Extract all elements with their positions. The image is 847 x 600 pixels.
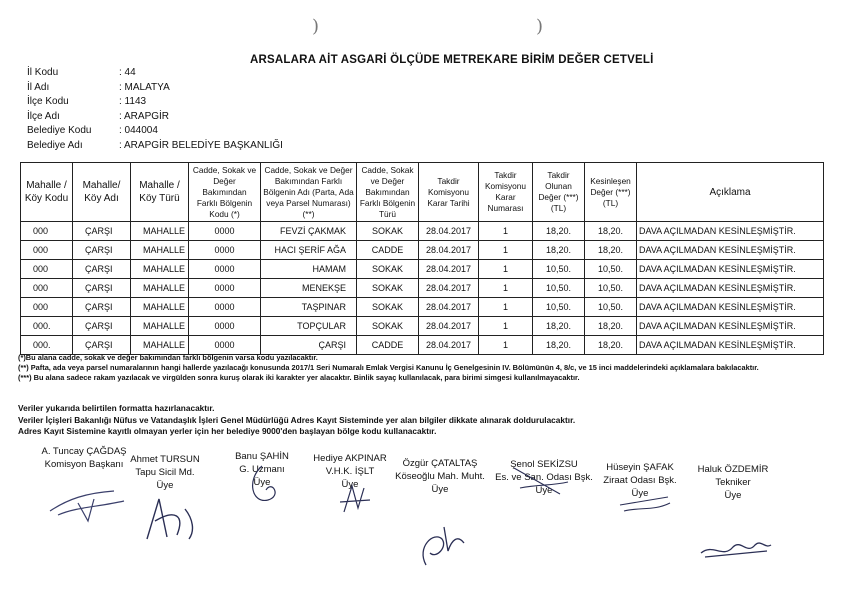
table-cell: 0000 [189, 336, 261, 355]
table-cell: ÇARŞI [73, 260, 131, 279]
info-value: : ARAPGİR BELEDİYE BAŞKANLIĞI [119, 139, 283, 151]
info-label: İl Adı [27, 81, 50, 93]
table-cell: 000. [21, 336, 73, 355]
signatory-name: Şenol SEKİZSU [510, 459, 578, 470]
signatory-title: Es. ve San. Odası Bşk. [495, 472, 593, 483]
table-cell: SOKAK [357, 279, 419, 298]
handwritten-signature [590, 471, 690, 531]
table-cell: SOKAK [357, 317, 419, 336]
table-cell: 10,50. [585, 260, 637, 279]
handwritten-signature [115, 479, 215, 559]
signatory-title: Tekniker [715, 477, 751, 488]
table-header: Mahalle/ Köy Adı [73, 163, 131, 222]
table-cell: 000 [21, 260, 73, 279]
signatory-role: Üye [431, 484, 449, 495]
table-cell: MAHALLE [131, 336, 189, 355]
table-cell: DAVA AÇILMADAN KESİNLEŞMİŞTİR. [637, 241, 824, 260]
table-cell: 10,50. [585, 298, 637, 317]
info-row [27, 95, 283, 110]
table-cell: DAVA AÇILMADAN KESİNLEŞMİŞTİR. [637, 336, 824, 355]
table-cell: 10,50. [533, 279, 585, 298]
table-cell: ÇARŞI [73, 298, 131, 317]
table-row [21, 336, 824, 355]
signatory-name: Hediye AKPINAR [313, 453, 387, 464]
table-row [21, 298, 824, 317]
punch-hole-mark-right: ) [536, 16, 544, 37]
table-row [21, 317, 824, 336]
signatory-name: A. Tuncay ÇAĞDAŞ [41, 446, 127, 457]
document-title: ARSALARA AİT ASGARİ ÖLÇÜDE METREKARE BİRİM DEĞER CETVELİ [250, 54, 654, 66]
table-cell: 0000 [189, 222, 261, 241]
table-cell: 0000 [189, 260, 261, 279]
signatory-name: Hüseyin ŞAFAK [606, 462, 674, 473]
table-cell: 28.04.2017 [419, 279, 479, 298]
verification-line: Veriler yukarıda belirtilen formatta hazırlanacaktır. [18, 403, 215, 413]
table-header: Kesinleşen Değer (***) (TL) [585, 163, 637, 222]
table-cell: 000 [21, 279, 73, 298]
signatory-name: Haluk ÖZDEMİR [697, 464, 769, 475]
info-value: : MALATYA [119, 81, 170, 93]
table-cell: SOKAK [357, 222, 419, 241]
footnotes [18, 353, 759, 383]
table-cell: CADDE [357, 241, 419, 260]
info-value: : 044004 [119, 125, 158, 136]
table-cell: 0000 [189, 241, 261, 260]
table-cell: DAVA AÇILMADAN KESİNLEŞMİŞTİR. [637, 222, 824, 241]
table-cell: 28.04.2017 [419, 241, 479, 260]
info-label: Belediye Kodu [27, 125, 92, 136]
table-cell: 0000 [189, 317, 261, 336]
signatory-title: Tapu Sicil Md. [135, 467, 195, 478]
table-cell: DAVA AÇILMADAN KESİNLEŞMİŞTİR. [637, 260, 824, 279]
info-block [27, 66, 283, 153]
value-table [20, 162, 824, 355]
table-cell: 1 [479, 298, 533, 317]
table-cell: 18,20. [585, 241, 637, 260]
info-label: İl Kodu [27, 67, 59, 78]
info-label: İlçe Adı [27, 110, 60, 122]
info-value: : 1143 [119, 96, 147, 107]
info-value: : 44 [119, 67, 136, 78]
handwritten-signature [683, 499, 783, 579]
signatory-chamber-president [490, 458, 598, 497]
table-cell: ÇARŞI [73, 317, 131, 336]
handwritten-signature [490, 458, 598, 518]
table-cell: DAVA AÇILMADAN KESİNLEŞMİŞTİR. [637, 298, 824, 317]
table-cell: 000 [21, 241, 73, 260]
verification-notes [18, 403, 575, 438]
signatory-neighborhood-head [386, 457, 494, 496]
table-cell: ÇARŞI [261, 336, 357, 355]
signatory-title: Ziraat Odası Bşk. [603, 475, 677, 486]
table-cell: 000 [21, 222, 73, 241]
table-header: Cadde, Sokak ve Değer Bakımından Farklı Bölgenin Türü [357, 163, 419, 222]
signatory-name: Ahmet TURSUN [130, 454, 200, 465]
table-row [21, 222, 824, 241]
table-cell: ÇARŞI [73, 222, 131, 241]
handwritten-signature [226, 460, 298, 530]
table-cell: ÇARŞI [73, 279, 131, 298]
handwritten-signature [304, 472, 396, 542]
info-row [27, 66, 283, 81]
table-cell: 000. [21, 317, 73, 336]
info-row [27, 124, 283, 139]
table-cell: 18,20. [533, 317, 585, 336]
table-cell: HAMAM [261, 260, 357, 279]
info-row [27, 110, 283, 125]
handwritten-signature [386, 487, 494, 577]
table-header: Takdir Komisyonu Karar Numarası [479, 163, 533, 222]
table-cell: MAHALLE [131, 222, 189, 241]
verification-line: Veriler İçişleri Bakanlığı Nüfus ve Vatandaşlık İşleri Genel Müdürlüğü Adres Kayıt Sisteminde yer alan bilgiler dikkate alınarak doldurulacaktır. [18, 414, 576, 425]
info-label: Belediye Adı [27, 139, 83, 151]
table-cell: 18,20. [533, 222, 585, 241]
info-value: : ARAPGİR [119, 110, 170, 122]
table-cell: 1 [479, 260, 533, 279]
signatory-land-registry [115, 453, 215, 492]
signatory-tax-office [304, 452, 396, 491]
table-cell: 0000 [189, 298, 261, 317]
table-cell: TAŞPINAR [261, 298, 357, 317]
table-cell: MAHALLE [131, 298, 189, 317]
signatory-title: G. Uzmanı [239, 464, 285, 475]
signatory-role: Üye [724, 490, 742, 501]
info-row [27, 139, 283, 154]
signatory-role: Üye [341, 479, 359, 490]
table-cell: 28.04.2017 [419, 260, 479, 279]
table-cell: 18,20. [533, 336, 585, 355]
footnote: (**) Pafta, ada veya parsel numaralarının hangi hallerde yazılacağı konusunda 2017/1 Seri Numaralı Emlak Vergisi Kanunu İç Genelgesinin IV. Bölümünün 4, 8/c, ve 15 inci maddelerindeki açıklamalara bakılacaktır. [18, 363, 759, 372]
table-cell: MAHALLE [131, 279, 189, 298]
table-cell: 28.04.2017 [419, 298, 479, 317]
signatory-role: Üye [631, 488, 649, 499]
signatory-name: Banu ŞAHİN [235, 451, 289, 462]
table-cell: SOKAK [357, 298, 419, 317]
footnote: (*)Bu alana cadde, sokak ve değer bakımından farklı bölgenin varsa kodu yazılacaktır. [18, 353, 318, 362]
table-cell: MAHALLE [131, 260, 189, 279]
table-cell: DAVA AÇILMADAN KESİNLEŞMİŞTİR. [637, 317, 824, 336]
table-cell: FEVZİ ÇAKMAK [261, 222, 357, 241]
table-cell: 28.04.2017 [419, 336, 479, 355]
table-cell: MAHALLE [131, 241, 189, 260]
table-header: Mahalle / Köy Türü [131, 163, 189, 222]
footnote: (***) Bu alana sadece rakam yazılacak ve virgülden sonra kuruş olarak iki karakter yer alacaktır. Binlik sayaç kullanılacak, para birimi simgesi kullanılmayacaktır. [18, 373, 580, 382]
signatory-role: Üye [535, 485, 553, 496]
table-cell: MENEKŞE [261, 279, 357, 298]
signatory-title: Komisyon Başkanı [44, 459, 124, 470]
table-cell: HACI ŞERİF AĞA [261, 241, 357, 260]
table-cell: DAVA AÇILMADAN KESİNLEŞMİŞTİR. [637, 279, 824, 298]
signatory-agriculture-chamber [590, 461, 690, 500]
table-cell: ÇARŞI [73, 336, 131, 355]
signatory-technician [683, 463, 783, 502]
table-row [21, 260, 824, 279]
table-header: Açıklama [637, 163, 824, 222]
table-cell: 10,50. [585, 279, 637, 298]
table-cell: 1 [479, 317, 533, 336]
table-cell: 0000 [189, 279, 261, 298]
table-cell: 1 [479, 336, 533, 355]
signatory-name: Özgür ÇATALTAŞ [402, 458, 478, 469]
signatory-title: V.H.K. İŞLT [325, 466, 375, 477]
table-cell: 000 [21, 298, 73, 317]
table-header: Mahalle / Köy Kodu [21, 163, 73, 222]
table-row [21, 279, 824, 298]
table-cell: 10,50. [533, 298, 585, 317]
signatory-role: Üye [253, 477, 271, 488]
table-cell: 28.04.2017 [419, 222, 479, 241]
table-cell: 1 [479, 279, 533, 298]
info-label: İlçe Kodu [27, 96, 69, 107]
table-cell: 10,50. [533, 260, 585, 279]
signatory-expert [226, 450, 298, 489]
table-cell: 18,20. [585, 317, 637, 336]
verification-line: Adres Kayıt Sistemine kayıtlı olmayan yerler için her belediye 9000'den başlayan bölge kodu kullanacaktır. [18, 426, 437, 436]
table-header: Cadde, Sokak ve Değer Bakımından Farklı Bölgenin Adı (Parta, Ada veya Parsel Numarası)(**) [261, 163, 357, 222]
table-cell: ÇARŞI [73, 241, 131, 260]
table-cell: 1 [479, 241, 533, 260]
table-cell: 1 [479, 222, 533, 241]
table-cell: MAHALLE [131, 317, 189, 336]
table-row [21, 241, 824, 260]
info-row [27, 81, 283, 96]
table-cell: 18,20. [585, 222, 637, 241]
table-cell: 18,20. [533, 241, 585, 260]
table-header: Cadde, Sokak ve Değer Bakımından Farklı Bölgenin Kodu (*) [189, 163, 261, 222]
signatory-role: Üye [156, 480, 174, 491]
table-cell: TOPÇULAR [261, 317, 357, 336]
table-cell: 18,20. [585, 336, 637, 355]
signatory-title: Köseoğlu Mah. Muht. [395, 471, 485, 482]
table-header: Takdir Olunan Değer (***) (TL) [533, 163, 585, 222]
table-header-row [21, 163, 824, 222]
punch-hole-mark-left: ) [312, 16, 320, 37]
table-cell: CADDE [357, 336, 419, 355]
table-cell: SOKAK [357, 260, 419, 279]
table-cell: 28.04.2017 [419, 317, 479, 336]
table-header: Takdir Komisyonu Karar Tarihi [419, 163, 479, 222]
